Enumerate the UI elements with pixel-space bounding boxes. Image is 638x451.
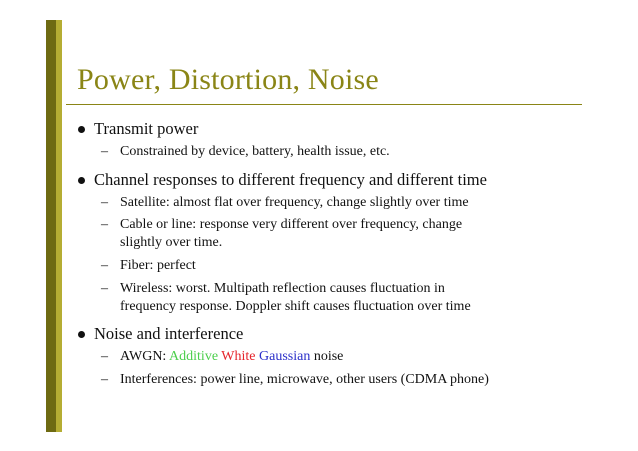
dash-icon: –: [101, 217, 108, 232]
sub-bullet-awgn: – AWGN: Additive White Gaussian noise: [101, 349, 344, 364]
dash-icon: –: [101, 349, 108, 364]
dash-icon: –: [101, 372, 108, 387]
bullet-channel-responses: [78, 170, 487, 190]
sub-bullet: – Constrained by device, battery, health issue, etc.: [101, 144, 390, 159]
additive-text: Additive: [169, 349, 219, 364]
sub-bullet-wireless: – Wireless: worst. Multipath reflection causes fluctuation in frequency response. Doppler shift causes fluctuation over time: [101, 281, 471, 314]
bullet-label: Channel responses to different frequency and different time: [94, 170, 487, 189]
bullet-dot-icon: [78, 177, 85, 184]
gaussian-text: Gaussian: [259, 349, 311, 364]
bullet-noise-interference: [78, 324, 243, 344]
bullet-label: Noise and interference: [94, 324, 244, 343]
dash-icon: –: [101, 258, 108, 273]
dash-icon: –: [101, 281, 108, 296]
bullet-label: Transmit power: [94, 119, 199, 138]
dash-icon: –: [101, 195, 108, 210]
sub-bullet-fiber: – Fiber: perfect: [101, 258, 196, 273]
bullet-transmit-power: [78, 119, 198, 139]
white-text: White: [221, 349, 256, 364]
slide-title: Power, Distortion, Noise: [77, 63, 379, 96]
bullet-dot-icon: [78, 331, 85, 338]
sub-bullet-cable: – Cable or line: response very different over frequency, change slightly over time.: [101, 217, 463, 250]
bullet-dot-icon: [78, 126, 85, 133]
dash-icon: –: [101, 144, 108, 159]
sub-bullet-interferences: – Interferences: power line, microwave, other users (CDMA phone): [101, 372, 489, 387]
sub-bullet-satellite: – Satellite: almost flat over frequency, change slightly over time: [101, 195, 469, 210]
